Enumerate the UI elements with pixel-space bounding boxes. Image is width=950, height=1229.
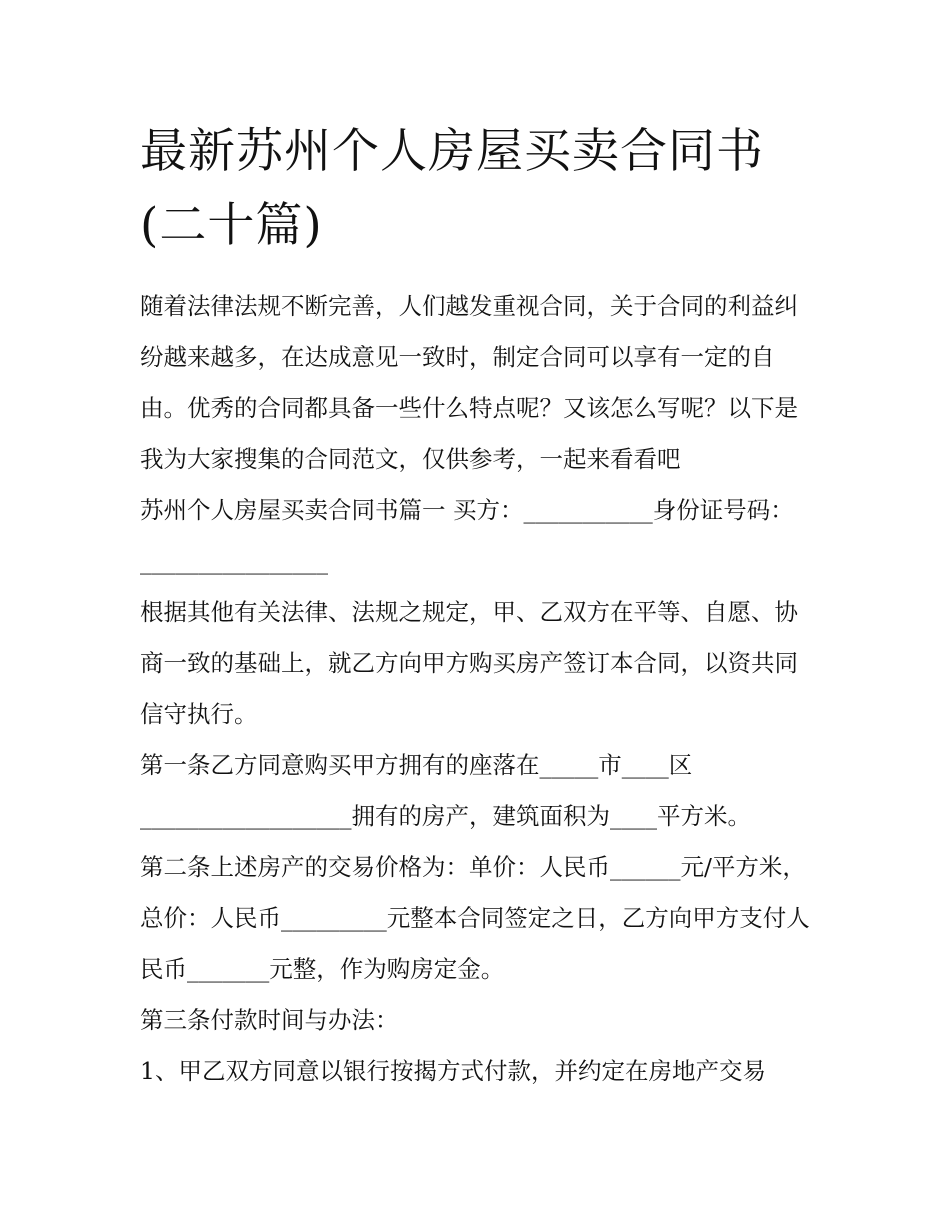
preamble-paragraph: 根据其他有关法律、法规之规定，甲、乙双方在平等、自愿、协商一致的基础上，就乙方向甲方购买房产签订本合同，以资共同信守执行。 <box>140 598 798 728</box>
article-3-heading: 第三条付款时间与办法： <box>140 1006 399 1034</box>
article-3-item-1: 1、甲乙双方同意以银行按揭方式付款，并约定在房地产交易 <box>140 1057 766 1085</box>
document-body <box>140 281 820 1097</box>
document-title <box>140 0 820 263</box>
intro-paragraph: 随着法律法规不断完善，人们越发重视合同，关于合同的利益纠纷越来越多，在达成意见一致时，制定合同可以享有一定的自由。优秀的合同都具备一些什么特点呢？又该怎么写呢？以下是我为大家搜集的合同范文，仅供参考，一起来看看吧 <box>140 292 798 473</box>
title-line-2: (二十篇) <box>140 198 323 253</box>
article-2-paragraph: 第二条上述房产的交易价格为：单价：人民币______元/平方米，总价：人民币_________元整本合同签定之日，乙方向甲方支付人民币_______元整，作为购房定金。 <box>140 853 810 983</box>
title-line-1: 最新苏州个人房屋买卖合同书 <box>140 124 764 179</box>
document-page <box>140 0 820 1097</box>
buyer-info-paragraph: 苏州个人房屋买卖合同书篇一 买方：___________身份证号码：________________ <box>140 496 794 575</box>
article-1-paragraph: 第一条乙方同意购买甲方拥有的座落在_____市____区__________________拥有的房产，建筑面积为____平方米。 <box>140 751 751 830</box>
